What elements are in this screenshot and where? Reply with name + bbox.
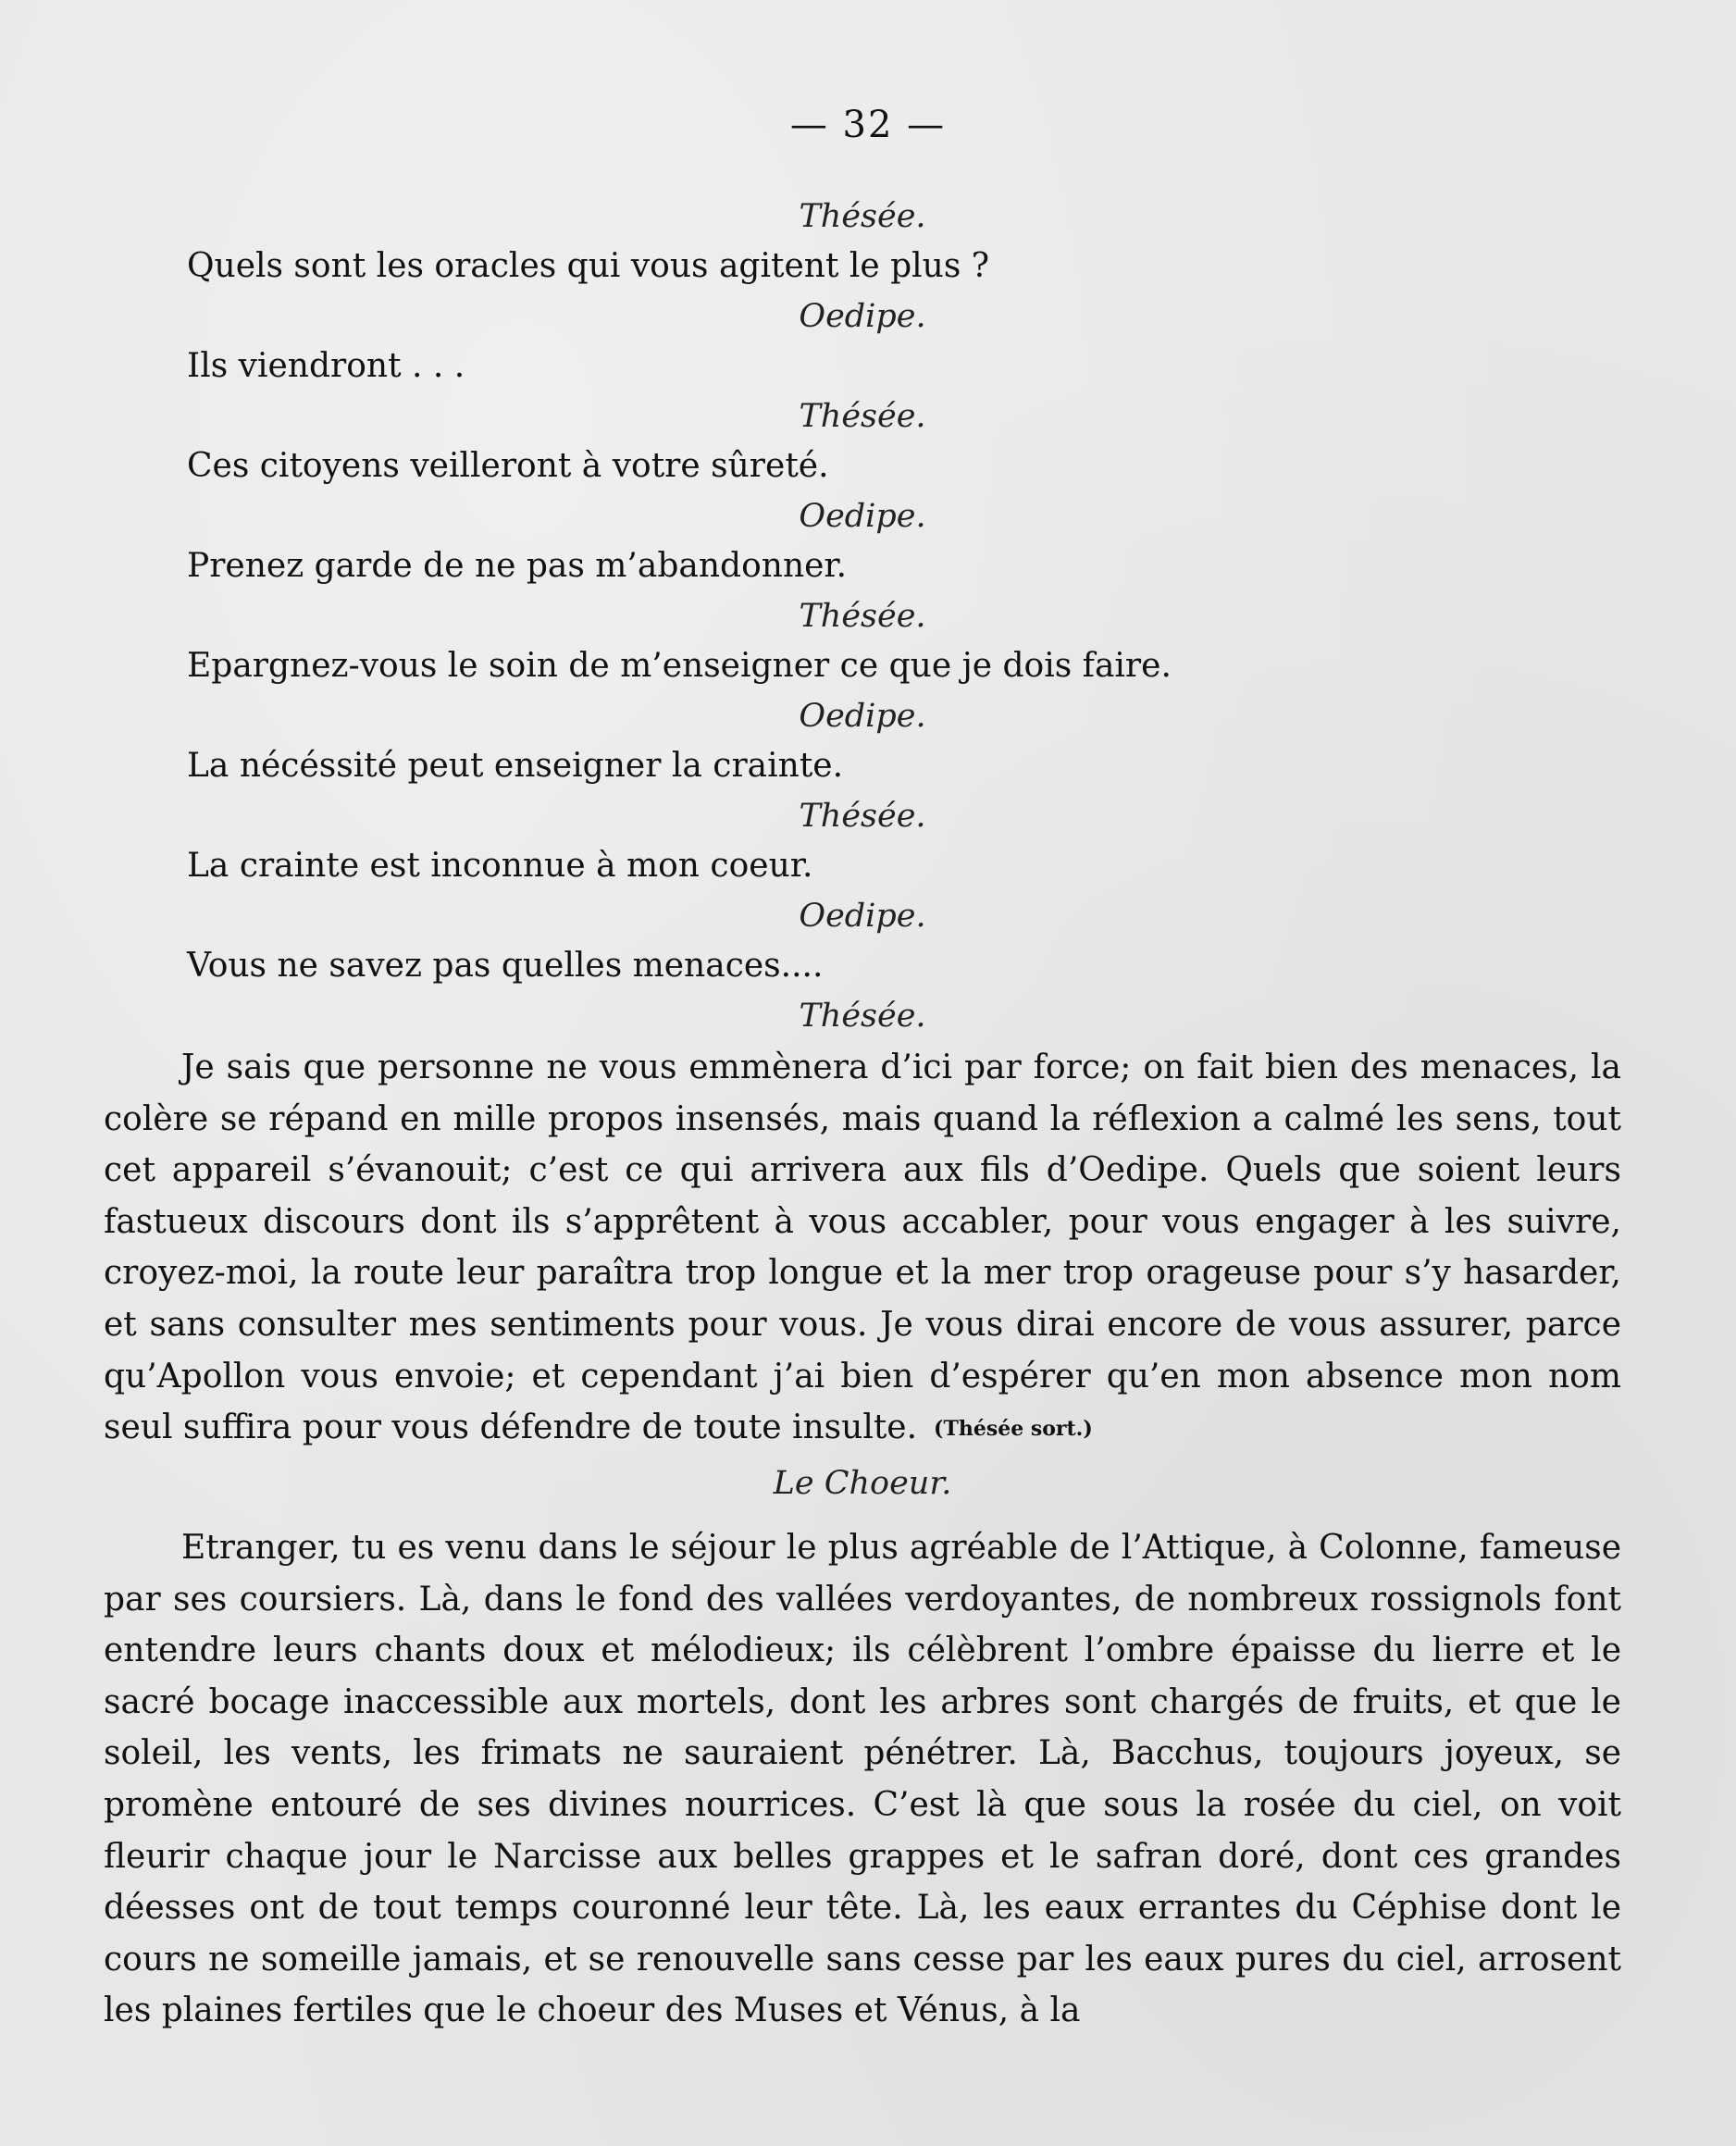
page-body bbox=[104, 194, 1621, 2037]
page-number: — 32 — bbox=[789, 104, 947, 146]
speech-paragraph bbox=[104, 1042, 1621, 1456]
dialogue-line: Ces citoyens veilleront à votre sûreté. bbox=[187, 447, 829, 485]
dialogue-line: Prenez garde de ne pas m’abandonner. bbox=[187, 547, 848, 585]
speech-text: Je sais que personne ne vous emmènera d’ici par force; on fait bien des menaces, la colère se répand en mille propos insensés, mais quand la réflexion a calmé les sens, tout cet appareil s’évanouit; c’est ce qui arrivera aux fils d’Oedipe. Quels que soient leurs fastueux discours dont ils s’apprêtent à vous accabler, pour vous engager à les suivre, croyez-moi, la route leur paraîtra trop longue et la mer trop orageuse pour s’y hasarder, et sans consulter mes sentiments pour vous. Je vous dirai encore de vous assurer, parce qu’Apollon vous envoie; et cependant j’ai bien d’espérer qu’en mon absence mon nom seul suffira pour vous défendre de toute insulte. bbox=[104, 1048, 1621, 1447]
speaker-name: Thésée. bbox=[799, 398, 926, 435]
speaker-name: Oedipe. bbox=[799, 298, 926, 335]
stage-direction: (Thésée sort.) bbox=[934, 1417, 1093, 1442]
speaker-name: Thésée. bbox=[799, 598, 926, 635]
speaker-name: Oedipe. bbox=[799, 698, 926, 735]
speaker-name: Oedipe. bbox=[799, 498, 926, 535]
speaker-name: Oedipe. bbox=[799, 898, 926, 935]
dialogue-line: La crainte est inconnue à mon coeur. bbox=[187, 847, 813, 885]
speaker-name: Thésée. bbox=[799, 998, 926, 1035]
chorus-paragraph: Etranger, tu es venu dans le séjour le plus agréable de l’Attique, à Colonne, fameuse par ses coursiers. Là, dans le fond des vallées verdoyantes, de nombreux rossignols font entendre leurs chants doux et mélodieux; ils célèbrent l’ombre épaisse du lierre et le sacré bocage inaccessible aux mortels, dont les arbres sont chargés de fruits, et que le soleil, les vents, les frimats ne sauraient pénétrer. Là, Bacchus, toujours joyeux, se promène entouré de ses divines nourrices. C’est là que sous la rosée du ciel, on voit fleurir chaque jour le Narcisse aux belles grappes et le safran doré, dont ces grandes déesses ont de tout temps couronné leur tête. Là, les eaux errantes du Céphise dont le cours ne someille jamais, et se renouvelle sans cesse par les eaux pures du ciel, arrosent les plaines fertiles que le choeur des Muses et Vénus, à la bbox=[104, 1528, 1621, 2030]
speaker-name: Le Choeur. bbox=[773, 1464, 952, 1502]
dialogue-line: La nécéssité peut enseigner la crainte. bbox=[187, 747, 844, 785]
dialogue-line: Vous ne savez pas quelles menaces.... bbox=[187, 947, 824, 985]
speaker-name: Thésée. bbox=[799, 198, 926, 235]
dialogue-line: Epargnez-vous le soin de m’enseigner ce que je dois faire. bbox=[187, 647, 1172, 685]
dialogue-line: Ils viendront . . . bbox=[187, 347, 465, 385]
dialogue-line: Quels sont les oracles qui vous agitent le plus ? bbox=[187, 247, 990, 285]
speaker-name: Thésée. bbox=[799, 798, 926, 835]
